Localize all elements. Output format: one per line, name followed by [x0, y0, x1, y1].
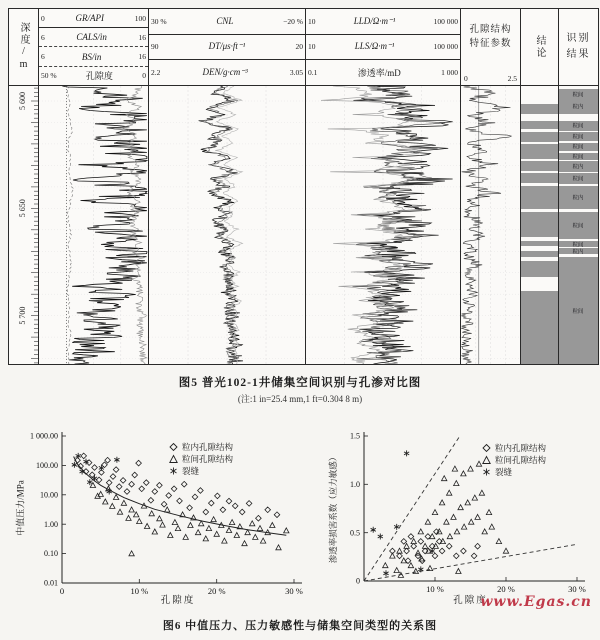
depth-ruler	[9, 86, 38, 364]
identified-interval-band: 粒间	[559, 257, 598, 364]
track2-row-cnl	[149, 9, 305, 35]
identified-interval-band: 粒间	[559, 89, 598, 100]
svg-text:0: 0	[356, 576, 360, 586]
identified-interval-band: 粒内	[559, 186, 598, 209]
right-x-axis-label: 孔隙度	[453, 596, 488, 606]
curve-label: LLD/Ω·m⁻¹	[353, 15, 396, 26]
result-column	[559, 9, 598, 364]
perm-damage-vs-porosity-plot	[306, 428, 600, 600]
svg-text:30 %: 30 %	[285, 586, 303, 596]
track3-row-perm	[306, 60, 460, 85]
track2-curves	[149, 86, 305, 364]
scale-max: 2.5	[507, 74, 517, 83]
svg-text:0.10: 0.10	[44, 549, 58, 559]
conclusion-header: 结论	[534, 34, 545, 59]
figure5-log-plot	[8, 8, 599, 365]
svg-text:1.0: 1.0	[350, 479, 360, 489]
track2-row-dt	[149, 35, 305, 61]
scale-min: 6	[41, 32, 45, 42]
svg-text:0.5: 0.5	[350, 528, 360, 538]
triangle-marker-icon	[168, 454, 179, 464]
svg-text:20 %: 20 %	[207, 586, 226, 596]
conclusion-interval-band	[521, 186, 558, 209]
diamond-marker-icon	[168, 442, 179, 452]
svg-text:5 600: 5 600	[18, 91, 27, 110]
svg-text:1 000.00: 1 000.00	[30, 431, 58, 441]
svg-text:10.00: 10.00	[40, 490, 58, 500]
conclusion-interval-band	[521, 251, 558, 257]
curve-label: GR/API	[75, 13, 104, 24]
conclusion-interval-band	[521, 261, 558, 277]
legend-label: 粒间孔隙结构	[495, 455, 547, 465]
figure6-caption: 图6 中值压力、压力敏感性与储集空间类型的关系图	[162, 620, 438, 632]
scale-max: 1 000	[441, 67, 458, 77]
conclusion-interval-band	[521, 161, 558, 171]
svg-text:20 %: 20 %	[497, 584, 515, 594]
triangle-marker-icon	[481, 455, 492, 465]
scale-max: 16	[138, 52, 146, 61]
scale-min: 50 %	[41, 71, 57, 81]
track3-curves	[306, 86, 460, 364]
scale-min: 2.2	[151, 67, 161, 77]
scale-max: 100 000	[433, 42, 458, 52]
svg-text:0.01: 0.01	[44, 578, 58, 588]
conclusion-interval-band	[521, 104, 558, 114]
right-y-axis-label: 渗透率损害系数（应力敏感）	[328, 452, 338, 564]
depth-header: 深度/m	[18, 21, 29, 72]
diamond-marker-icon	[481, 443, 492, 453]
left-legend	[168, 441, 233, 477]
scale-min: 0.1	[308, 67, 318, 77]
curve-label: LLS/Ω·m⁻¹	[354, 41, 395, 52]
median-pressure-vs-porosity-plot	[8, 428, 308, 600]
curve-label: CNL	[216, 16, 234, 27]
conclusion-interval-band	[521, 121, 558, 129]
figure5-note: (注:1 in=25.4 mm,1 ft=0.304 8 m)	[237, 394, 363, 404]
curve-label: DT/μs·ft⁻¹	[208, 41, 246, 52]
track3-resistivity-perm	[306, 9, 461, 364]
scale-max: 100	[134, 13, 146, 23]
figure6-scatter-plots	[0, 425, 600, 617]
curve-label: 孔隙度	[85, 71, 113, 82]
conclusion-column	[521, 9, 559, 364]
conclusion-interval-band	[521, 132, 558, 142]
track1-row-gr	[39, 9, 148, 28]
scale-min: 0	[41, 13, 45, 23]
svg-text:0: 0	[59, 586, 65, 596]
track2-cnl-dt-den	[149, 9, 306, 364]
legend-label: 粒内孔隙结构	[182, 442, 234, 452]
identified-interval-band: 粒间	[559, 132, 598, 141]
scale-max: −20 %	[283, 16, 303, 26]
track1-curves	[39, 86, 148, 364]
curve-label: DEN/g·cm⁻³	[202, 66, 248, 77]
conclusion-interval-band	[521, 144, 558, 160]
identified-interval-band: 粒间	[559, 153, 598, 160]
conclusion-interval-band	[521, 173, 558, 183]
svg-text:10 %: 10 %	[130, 586, 149, 596]
result-header: 识别结果	[566, 32, 591, 60]
track3-row-lls	[306, 35, 460, 61]
svg-text:1.5: 1.5	[350, 431, 360, 441]
track4-scale	[461, 65, 520, 85]
conclusion-interval-band	[521, 241, 558, 246]
identified-interval-band: 粒间	[559, 173, 598, 184]
track1-gr-caliper-porosity	[39, 9, 149, 364]
depth-column	[9, 9, 39, 364]
identified-interval-band: 粒间	[559, 121, 598, 131]
conclusion-interval-band	[521, 212, 558, 238]
result-bands	[559, 86, 598, 364]
identified-interval-band: 粒间	[559, 212, 598, 239]
scale-max: 0	[142, 71, 146, 81]
scale-min: 0	[464, 74, 468, 83]
svg-text:5 700: 5 700	[18, 306, 27, 325]
scale-max: 16	[138, 32, 146, 42]
conclusion-bands	[521, 86, 558, 364]
left-y-axis-label: 中值压力/MPa	[15, 480, 26, 536]
site-watermark: www.Egas.cn	[480, 594, 592, 610]
star-marker-icon	[481, 467, 492, 477]
scale-min: 10	[308, 16, 316, 26]
svg-text:30 %: 30 %	[568, 584, 586, 594]
scale-max: 100 000	[433, 16, 458, 26]
track4-curves	[461, 86, 520, 364]
legend-label: 裂缝	[495, 467, 513, 477]
track2-row-den	[149, 60, 305, 85]
curve-label: CALS/in	[76, 32, 107, 43]
track1-row-cals	[39, 28, 148, 47]
conclusion-interval-band	[521, 291, 558, 364]
svg-text:100.00: 100.00	[36, 461, 58, 470]
scale-min: 30 %	[151, 16, 167, 26]
identified-interval-band: 粒间	[559, 241, 598, 247]
legend-label: 粒间孔隙结构	[182, 454, 234, 464]
star-marker-icon	[168, 466, 179, 476]
legend-label: 裂缝	[182, 466, 200, 476]
scale-max: 20	[295, 42, 303, 52]
left-x-axis-label: 孔隙度	[160, 596, 196, 606]
identified-interval-band: 粒间	[559, 143, 598, 152]
identified-interval-band: 粒内	[559, 100, 598, 114]
identified-interval-band: 粒内	[559, 161, 598, 172]
scale-min: 10	[308, 42, 316, 52]
figure5-caption: 图5 普光102-1井储集空间识别与孔渗对比图	[178, 377, 422, 389]
scale-min: 6	[41, 52, 45, 61]
track3-row-lld	[306, 9, 460, 35]
curve-label: 渗透率/mD	[357, 67, 401, 78]
identified-interval-band: 粒内	[559, 248, 598, 254]
track4-title: 孔隙结构特征参数	[469, 24, 512, 50]
right-legend	[481, 442, 546, 478]
scale-max: 3.05	[289, 67, 303, 77]
track4-pore-structure	[461, 9, 521, 364]
track1-row-porosity	[39, 67, 148, 85]
scale-min: 90	[151, 42, 159, 52]
legend-label: 粒内孔隙结构	[495, 443, 547, 453]
svg-text:1.00: 1.00	[44, 519, 58, 529]
track1-row-bs	[39, 47, 148, 66]
curve-label: BS/in	[81, 51, 102, 62]
svg-text:10 %: 10 %	[426, 584, 444, 594]
svg-text:5 650: 5 650	[18, 199, 27, 218]
